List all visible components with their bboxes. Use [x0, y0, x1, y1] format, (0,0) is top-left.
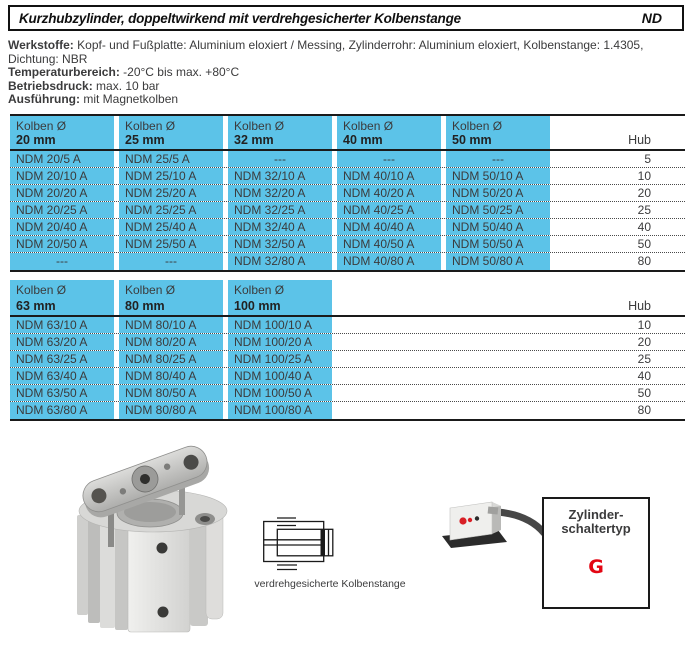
column-header: [10, 116, 114, 149]
switch-type-logo-g: G: [588, 556, 604, 578]
column-header-bore: 20 mm: [16, 133, 56, 147]
model-cell: ---: [228, 151, 332, 167]
column-header-prefix: Kolben Ø: [16, 283, 67, 297]
model-cell: NDM 40/50 A: [337, 236, 441, 252]
table-row: [10, 351, 685, 368]
model-cell: NDM 20/40 A: [10, 219, 114, 235]
column-header-bore: 32 mm: [234, 133, 274, 147]
specs-block: [8, 39, 687, 107]
table-row: [10, 168, 685, 185]
schematic-caption: verdrehgesicherte Kolbenstange: [254, 578, 406, 590]
column-header-bore: 80 mm: [125, 299, 165, 313]
model-cell: NDM 25/40 A: [119, 219, 223, 235]
hub-value: 40: [637, 369, 651, 383]
model-cell: NDM 80/25 A: [119, 351, 223, 367]
column-header-bore: 100 mm: [234, 299, 281, 313]
hub-column-header: Hub: [628, 299, 651, 313]
table-row: [10, 219, 685, 236]
table-row: [10, 151, 685, 168]
product-series-code: ND: [641, 10, 662, 26]
model-cell: NDM 20/25 A: [10, 202, 114, 218]
table-row: [10, 402, 685, 419]
model-cell: NDM 40/40 A: [337, 219, 441, 235]
size-table-small-bores: [10, 114, 685, 272]
sensor-set-screw: [475, 516, 479, 520]
model-cell: NDM 20/10 A: [10, 168, 114, 184]
hub-value: 40: [637, 220, 651, 234]
model-cell: NDM 100/50 A: [228, 385, 332, 401]
hub-value: 10: [637, 169, 651, 183]
column-header: [119, 280, 223, 315]
hub-value: 25: [637, 352, 651, 366]
spec-value: max. 10 bar: [96, 78, 160, 93]
hub-value: 50: [637, 386, 651, 400]
hub-value: 10: [637, 318, 651, 332]
table-row: [10, 385, 685, 402]
hub-value: 20: [637, 335, 651, 349]
table-row: [10, 368, 685, 385]
table-row: [10, 317, 685, 334]
model-cell: NDM 50/25 A: [446, 202, 550, 218]
model-cell: NDM 40/25 A: [337, 202, 441, 218]
column-header: [119, 116, 223, 149]
model-cell: NDM 40/10 A: [337, 168, 441, 184]
model-cell: NDM 100/80 A: [228, 402, 332, 419]
column-header-prefix: Kolben Ø: [16, 119, 67, 133]
model-cell: NDM 63/25 A: [10, 351, 114, 367]
spec-value: mit Magnetkolben: [83, 92, 179, 106]
cylinder-product-photo: [50, 435, 250, 635]
title-bar: [8, 5, 684, 31]
model-cell: NDM 32/25 A: [228, 202, 332, 218]
hub-value: 80: [637, 254, 651, 268]
column-header-prefix: Kolben Ø: [125, 283, 176, 297]
sensor-led-red-small: [468, 518, 472, 522]
model-cell: NDM 63/20 A: [10, 334, 114, 350]
spec-line-temperaturbereich: [8, 66, 687, 80]
column-header: [337, 116, 441, 149]
spec-label: Temperaturbereich:: [8, 65, 120, 79]
model-cell: NDM 80/10 A: [119, 317, 223, 333]
model-cell: NDM 50/80 A: [446, 253, 550, 270]
hub-value: 25: [637, 203, 651, 217]
sensor-led-red: [459, 517, 466, 524]
size-table-large-bores: [10, 280, 685, 421]
column-header: [446, 116, 550, 149]
table-row: [10, 334, 685, 351]
page-title: Kurzhubzylinder, doppeltwirkend mit verdrehgesicherter Kolbenstange: [19, 10, 461, 26]
spec-line-betriebsdruck: [8, 80, 687, 94]
model-cell: NDM 63/50 A: [10, 385, 114, 401]
model-cell: NDM 20/50 A: [10, 236, 114, 252]
column-header-bore: 50 mm: [452, 133, 492, 147]
column-header-prefix: Kolben Ø: [234, 283, 285, 297]
model-cell: NDM 80/50 A: [119, 385, 223, 401]
column-header-prefix: Kolben Ø: [452, 119, 503, 133]
model-cell: NDM 32/50 A: [228, 236, 332, 252]
model-cell: NDM 25/5 A: [119, 151, 223, 167]
piston-rod-schematic: [263, 517, 337, 571]
model-cell: NDM 25/20 A: [119, 185, 223, 201]
spec-value: Kopf- und Fußplatte: Aluminium eloxiert / Messing, Zylinderrohr: Aluminium eloxiert, Kolbenstange: 1.4305, Dichtung: NBR: [8, 38, 644, 66]
model-cell: NDM 32/80 A: [228, 253, 332, 270]
hub-value: 20: [637, 186, 651, 200]
table-row: [10, 236, 685, 253]
spec-line-werkstoffe: [8, 39, 687, 66]
table-row: [10, 253, 685, 270]
spec-label: Ausführung:: [8, 92, 80, 106]
column-header-bore: 25 mm: [125, 133, 165, 147]
model-cell: NDM 50/40 A: [446, 219, 550, 235]
model-cell: ---: [10, 253, 114, 270]
switch-type-title-line1: Zylinder-: [568, 507, 624, 522]
table-header-row: [10, 280, 685, 317]
column-header: [228, 116, 332, 149]
column-header-bore: 63 mm: [16, 299, 56, 313]
spec-value: -20°C bis max. +80°C: [123, 65, 240, 79]
model-cell: NDM 20/20 A: [10, 185, 114, 201]
model-cell: NDM 40/80 A: [337, 253, 441, 270]
model-cell: NDM 50/20 A: [446, 185, 550, 201]
column-header-bore: 40 mm: [343, 133, 383, 147]
model-cell: NDM 100/20 A: [228, 334, 332, 350]
table-row: [10, 185, 685, 202]
model-cell: NDM 80/20 A: [119, 334, 223, 350]
model-cell: NDM 32/40 A: [228, 219, 332, 235]
model-cell: NDM 80/40 A: [119, 368, 223, 384]
column-header: [10, 280, 114, 315]
hub-value: 50: [637, 237, 651, 251]
figures-row: [0, 435, 691, 650]
model-cell: NDM 40/20 A: [337, 185, 441, 201]
model-cell: NDM 20/5 A: [10, 151, 114, 167]
table-row: [10, 202, 685, 219]
switch-type-title-line2: schaltertyp: [561, 520, 631, 536]
model-cell: NDM 63/10 A: [10, 317, 114, 333]
model-cell: NDM 25/50 A: [119, 236, 223, 252]
model-cell: NDM 32/10 A: [228, 168, 332, 184]
model-cell: NDM 50/10 A: [446, 168, 550, 184]
table-header-row: [10, 114, 685, 151]
column-header: [228, 280, 332, 315]
model-cell: NDM 63/40 A: [10, 368, 114, 384]
model-cell: NDM 25/25 A: [119, 202, 223, 218]
column-header-prefix: Kolben Ø: [343, 119, 394, 133]
model-cell: ---: [337, 151, 441, 167]
model-cell: NDM 25/10 A: [119, 168, 223, 184]
switch-type-box: [542, 497, 650, 609]
model-cell: NDM 100/25 A: [228, 351, 332, 367]
column-header-prefix: Kolben Ø: [234, 119, 285, 133]
model-cell: ---: [446, 151, 550, 167]
piston-seal-band: [321, 529, 326, 556]
sensor-cable: [498, 512, 544, 533]
spec-label: Betriebsdruck:: [8, 78, 93, 93]
spec-line-ausfuehrung: [8, 93, 687, 107]
model-cell: NDM 32/20 A: [228, 185, 332, 201]
model-cell: ---: [119, 253, 223, 270]
model-cell: NDM 100/40 A: [228, 368, 332, 384]
model-cell: NDM 80/80 A: [119, 402, 223, 419]
hub-value: 5: [644, 152, 651, 166]
model-cell: NDM 63/80 A: [10, 402, 114, 419]
model-cell: NDM 100/10 A: [228, 317, 332, 333]
column-header-prefix: Kolben Ø: [125, 119, 176, 133]
model-cell: NDM 50/50 A: [446, 236, 550, 252]
hub-column-header: Hub: [628, 133, 651, 147]
spec-label: Werkstoffe:: [8, 38, 74, 52]
hub-value: 80: [637, 403, 651, 417]
